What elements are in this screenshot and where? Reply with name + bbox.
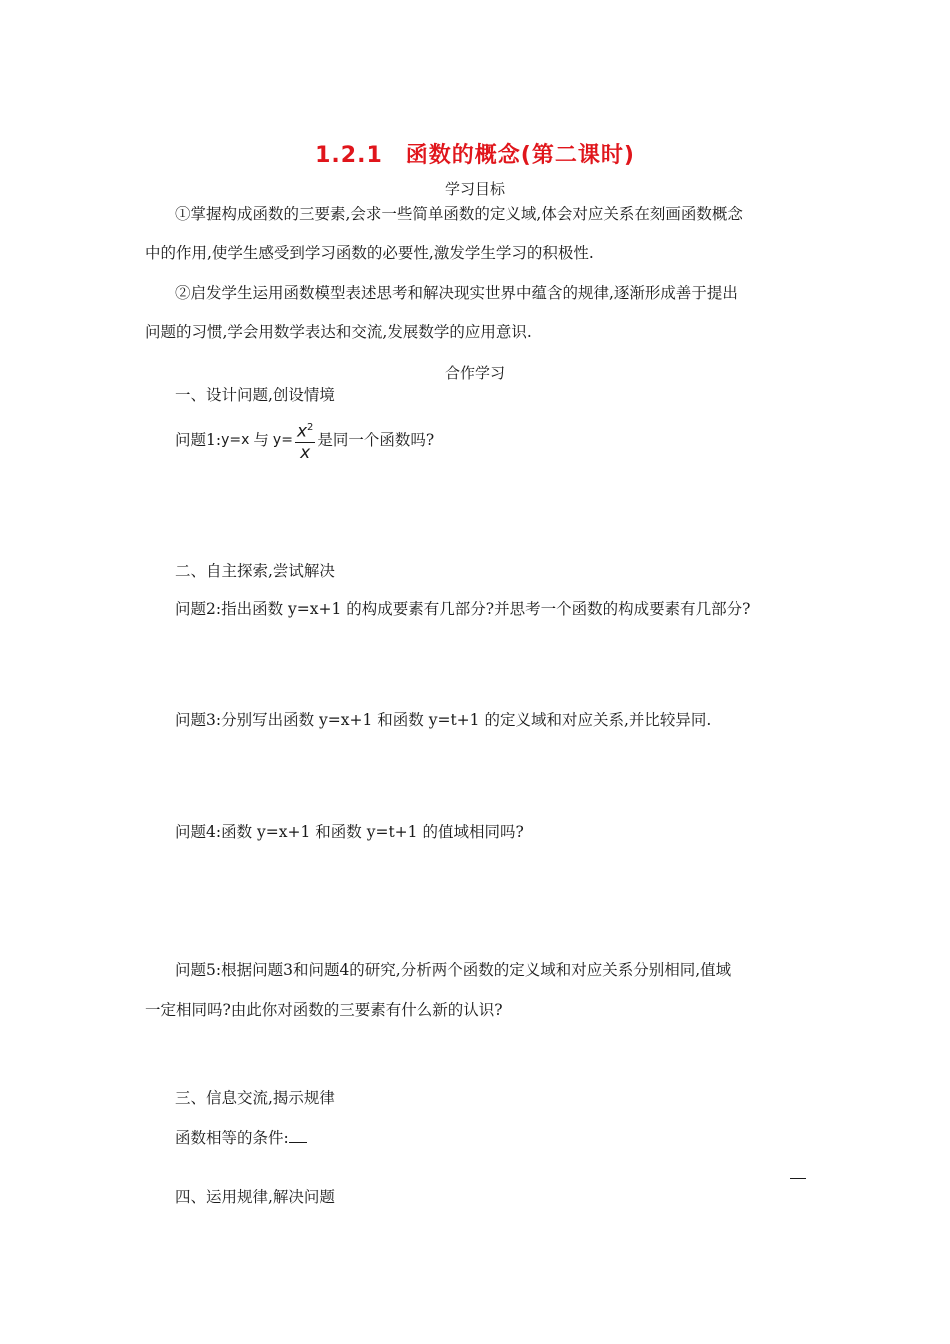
part-3-heading: 三、信息交流,揭示规律 [175, 1089, 335, 1107]
question-3: 问题3:分别写出函数 y=x+1 和函数 y=t+1 的定义域和对应关系,并比较异同. [175, 711, 712, 729]
part-4-heading: 四、运用规律,解决问题 [175, 1188, 335, 1206]
fraction-denominator: x [300, 442, 311, 463]
goal-1-line-1: ①掌握构成函数的三要素,会求一些简单函数的定义域,体会对应关系在刻画函数概念 [175, 205, 743, 223]
question-1-suffix: 是同一个函数吗? [317, 431, 435, 450]
goal-1-line-2: 中的作用,使学生感受到学习函数的必要性,激发学生学习的积极性. [145, 244, 594, 262]
goal-2-line-2: 问题的习惯,学会用数学表达和交流,发展数学的应用意识. [145, 323, 532, 341]
equation-y-equals: y= [272, 432, 293, 449]
section-heading-coop: 合作学习 [444, 364, 505, 382]
question-1-prefix: 问题1: [175, 431, 222, 450]
goal-2-line-1: ②启发学生运用函数模型表述思考和解决现实世界中蕴含的规律,逐渐形成善于提出 [175, 284, 738, 302]
blank-line-continuation [790, 1178, 806, 1179]
question-2: 问题2:指出函数 y=x+1 的构成要素有几部分?并思考一个函数的构成要素有几部分? [175, 600, 751, 618]
condition-line [175, 1126, 307, 1148]
question-5-line-2: 一定相同吗?由此你对函数的三要素有什么新的认识? [145, 1001, 503, 1019]
fraction-numerator: $x^2$ [295, 418, 315, 443]
page-title: 1.2.1 函数的概念(第二课时) [315, 143, 635, 168]
question-1 [175, 418, 434, 463]
condition-label: 函数相等的条件: [175, 1129, 289, 1147]
question-1-and: 与 [253, 431, 269, 450]
section-heading-goals: 学习目标 [444, 180, 505, 198]
question-5-line-1: 问题5:根据问题3和问题4的研究,分析两个函数的定义域和对应关系分别相同,值域 [175, 961, 732, 979]
fraction-x-squared-over-x [295, 418, 315, 463]
question-4: 问题4:函数 y=x+1 和函数 y=t+1 的值域相同吗? [175, 823, 524, 841]
part-2-heading: 二、自主探索,尝试解决 [175, 562, 335, 580]
part-1-heading: 一、设计问题,创设情境 [175, 386, 335, 404]
answer-blank [289, 1126, 307, 1143]
equation-y-equals-x: y=x [221, 432, 250, 449]
